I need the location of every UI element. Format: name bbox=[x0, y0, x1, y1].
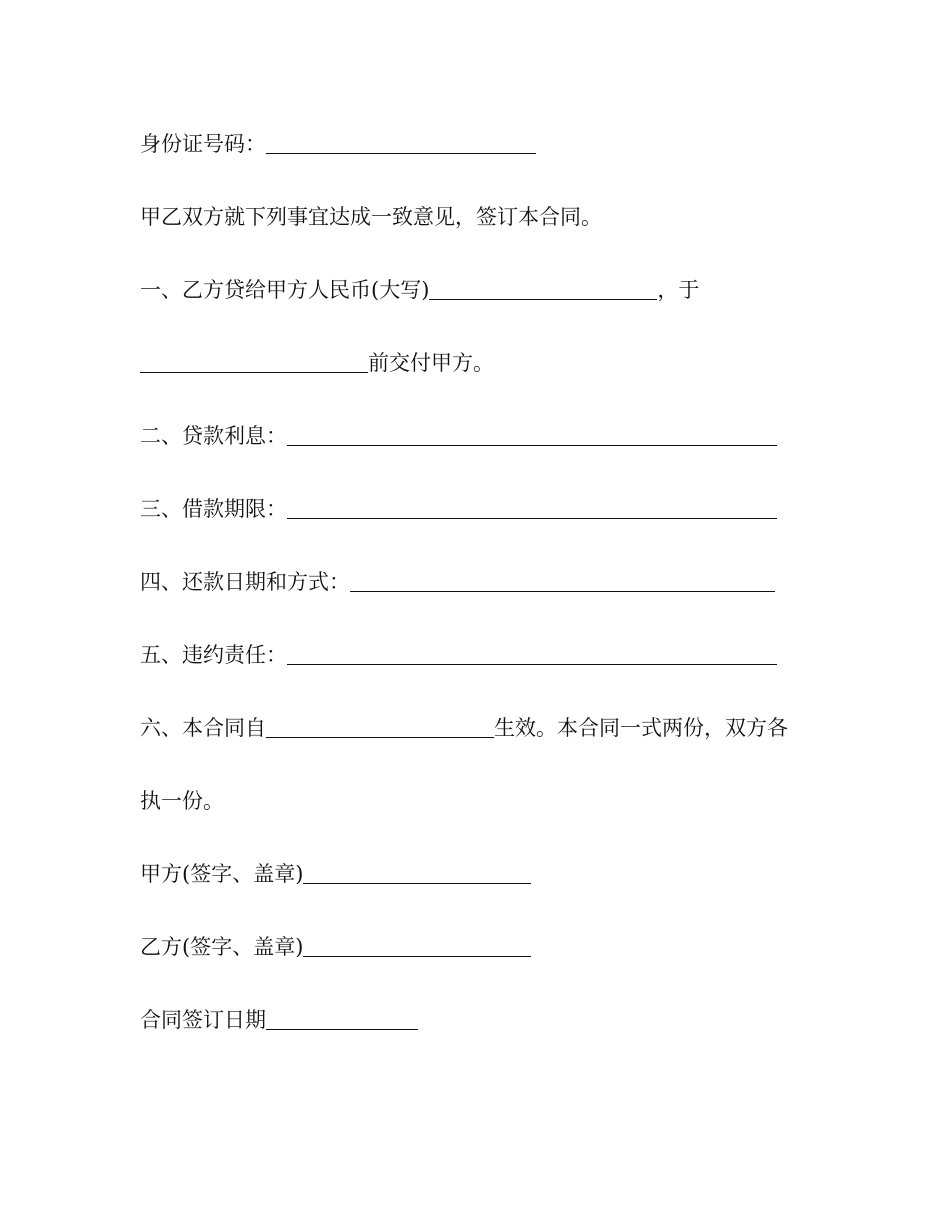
loan-amount-blank[interactable] bbox=[429, 279, 657, 300]
id-number-line bbox=[140, 130, 536, 158]
clause-2-label: 二、贷款利息： bbox=[140, 424, 287, 448]
clause-3-label: 三、借款期限： bbox=[140, 497, 287, 521]
clause-1-line-2 bbox=[140, 349, 494, 377]
clause-5-line bbox=[140, 641, 777, 669]
loan-interest-blank[interactable] bbox=[287, 425, 777, 446]
clause-6-line-2 bbox=[140, 787, 224, 815]
party-a-line bbox=[140, 860, 531, 888]
loan-term-blank[interactable] bbox=[287, 498, 777, 519]
sign-date-line bbox=[140, 1006, 418, 1034]
intro-text: 甲乙双方就下列事宜达成一致意见，签订本合同。 bbox=[140, 205, 602, 229]
clause-1-text-c: 前交付甲方。 bbox=[368, 351, 494, 375]
effective-date-blank[interactable] bbox=[266, 717, 494, 738]
clause-4-line bbox=[140, 568, 775, 596]
party-b-line bbox=[140, 933, 531, 961]
clause-1-text-b: ，于 bbox=[657, 278, 700, 302]
clause-2-line bbox=[140, 422, 777, 450]
id-number-label: 身份证号码： bbox=[140, 132, 266, 156]
delivery-date-blank[interactable] bbox=[140, 352, 368, 373]
party-b-signature-blank[interactable] bbox=[303, 936, 531, 957]
clause-5-label: 五、违约责任： bbox=[140, 643, 287, 667]
clause-6-text-b: 生效。本合同一式两份，双方各 bbox=[494, 716, 788, 740]
clause-3-line bbox=[140, 495, 777, 523]
clause-1-line-1 bbox=[140, 276, 699, 304]
breach-liability-blank[interactable] bbox=[287, 644, 777, 665]
intro-line bbox=[140, 203, 602, 231]
sign-date-blank[interactable] bbox=[266, 1009, 418, 1030]
sign-date-label: 合同签订日期 bbox=[140, 1008, 266, 1032]
id-number-blank[interactable] bbox=[266, 133, 536, 154]
party-a-signature-blank[interactable] bbox=[303, 863, 531, 884]
clause-6-line-1 bbox=[140, 714, 788, 742]
clause-6-text-a: 六、本合同自 bbox=[140, 716, 266, 740]
clause-6-text-c: 执一份。 bbox=[140, 789, 224, 813]
repayment-blank[interactable] bbox=[350, 571, 775, 592]
clause-1-text-a: 一、乙方贷给甲方人民币(大写) bbox=[140, 278, 430, 302]
party-b-label: 乙方(签字、盖章) bbox=[140, 935, 304, 959]
clause-4-label: 四、还款日期和方式： bbox=[140, 570, 350, 594]
party-a-label: 甲方(签字、盖章) bbox=[140, 862, 304, 886]
